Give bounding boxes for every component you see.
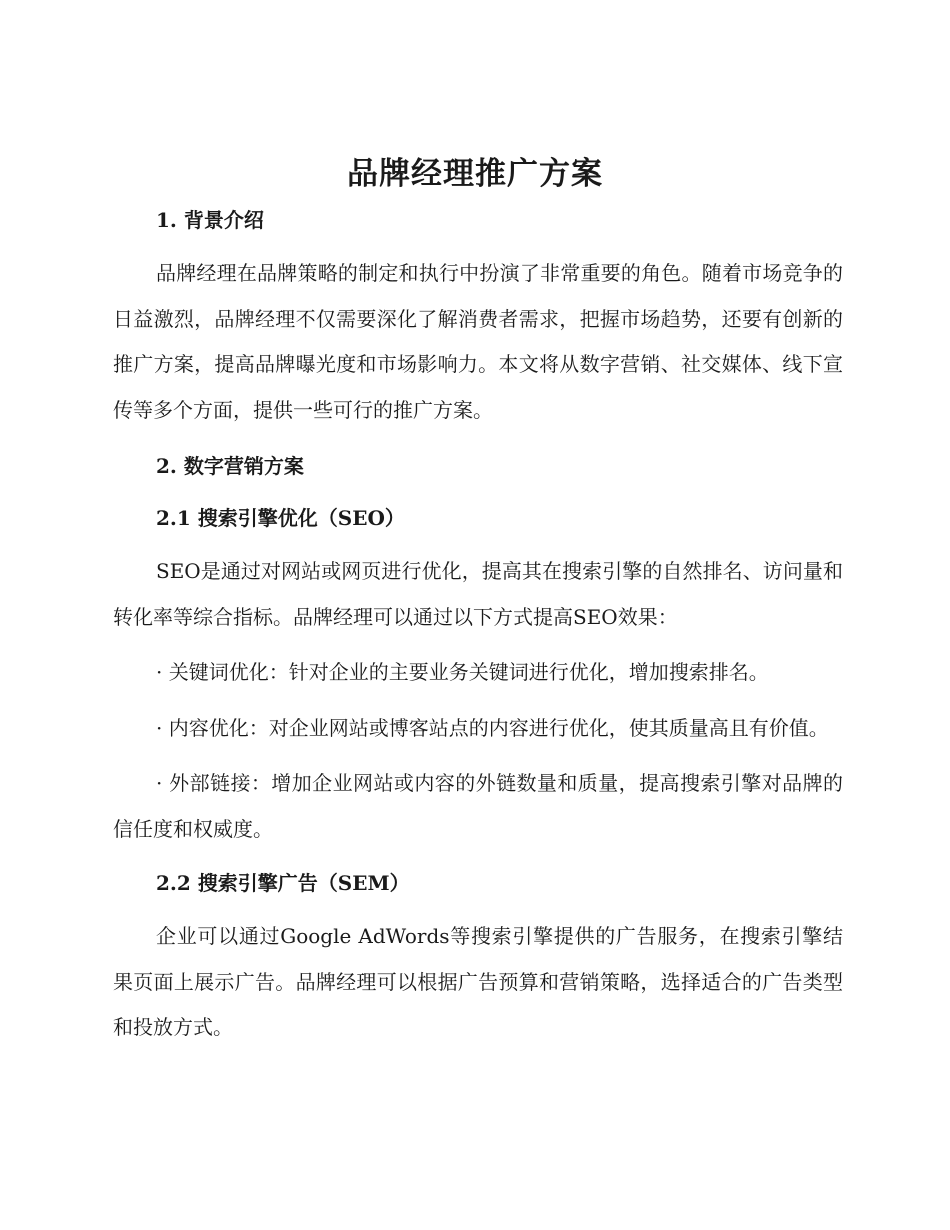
paragraph-seo: SEO是通过对网站或网页进行优化，提高其在搜索引擎的自然排名、访问量和转化率等综合指标。品牌经理可以通过以下方式提高SEO效果：: [113, 559, 843, 629]
section-heading-digital-marketing: 2. 数字营销方案: [156, 454, 304, 478]
section-heading-background: 1. 背景介绍: [156, 208, 264, 232]
paragraph-background: 品牌经理在品牌策略的制定和执行中扮演了非常重要的角色。随着市场竞争的日益激烈，品牌经理不仅需要深化了解消费者需求，把握市场趋势，还要有创新的推广方案，提高品牌曝光度和市场影响力。本文将从数字营销、社交媒体、线下宣传等多个方面，提供一些可行的推广方案。: [113, 261, 843, 422]
bullet-external-links: · 外部链接：增加企业网站或内容的外链数量和质量，提高搜索引擎对品牌的信任度和权威度。: [113, 771, 843, 841]
subsection-heading-sem: 2.2 搜索引擎广告（SEM）: [156, 871, 410, 895]
document-title: 品牌经理推广方案: [347, 156, 603, 192]
bullet-content-optimization: · 内容优化：对企业网站或博客站点的内容进行优化，使其质量高且有价值。: [156, 715, 829, 740]
document-body: [113, 199, 843, 1051]
subsection-heading-seo: 2.1 搜索引擎优化（SEO）: [156, 506, 405, 530]
bullet-keyword-optimization: · 关键词优化：针对企业的主要业务关键词进行优化，增加搜索排名。: [156, 660, 769, 684]
paragraph-sem: 企业可以通过Google AdWords等搜索引擎提供的广告服务，在搜索引擎结果页面上展示广告。品牌经理可以根据广告预算和营销策略，选择适合的广告类型和投放方式。: [113, 924, 843, 1039]
